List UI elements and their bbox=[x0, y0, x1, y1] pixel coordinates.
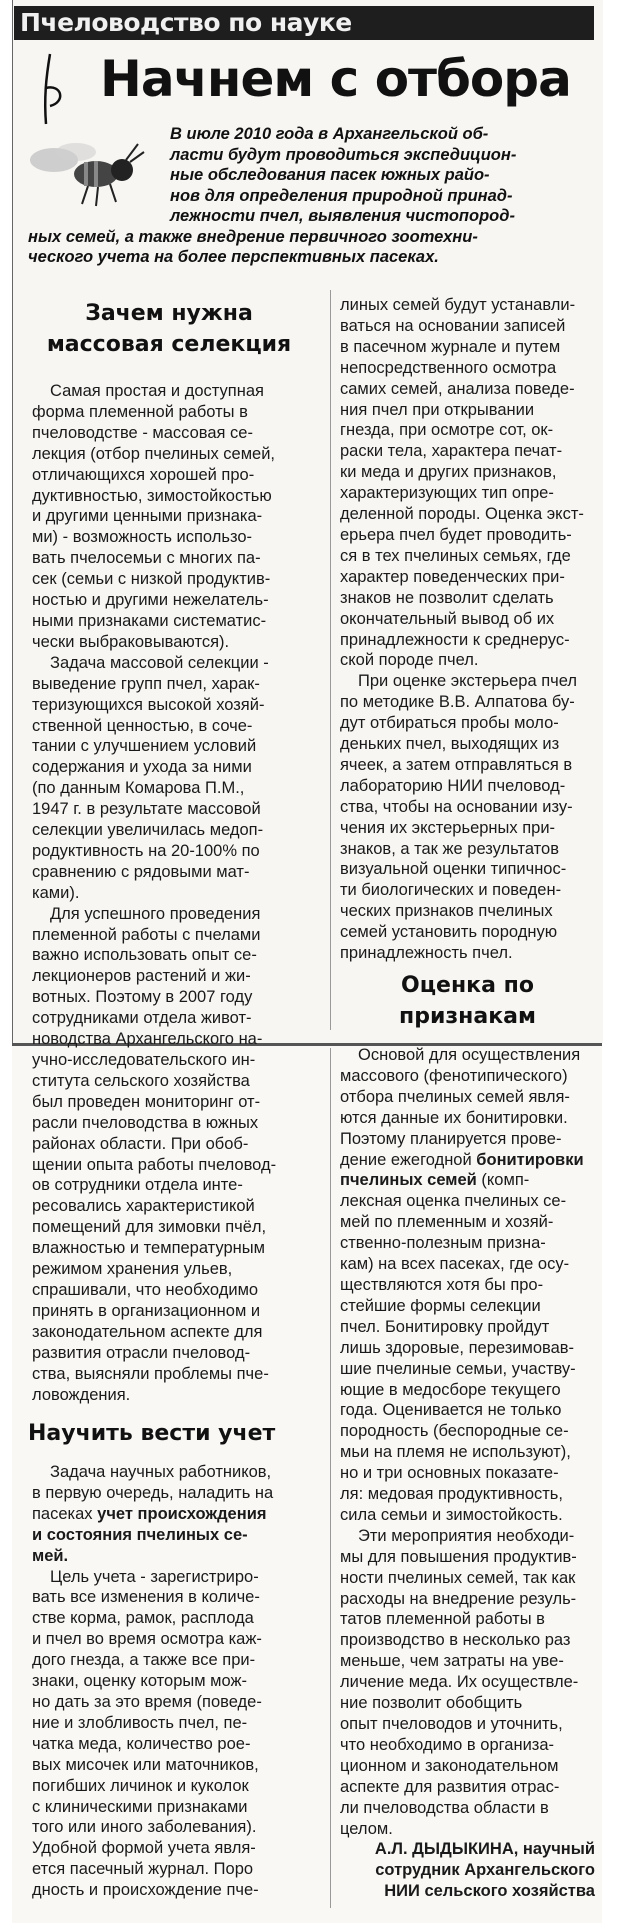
column-1-bottom: учно-исследовательского ин- ститута сельского хозяйства был проведен мониторинг от- расли пчеловодства в южных районах области. При обоб- щении опыта работы пчеловод- ов сотрудники отдела инте- ресовались характеристикой помещений для зимовки пчёл, влажностью и температурным режимом хранения ульев, спрашивали, что необходимо принять в организационном и законодательном аспекте для развития отрасли пчеловод- ства, выясняли проблемы пче- ловождения. bbox=[32, 1051, 277, 1404]
column-divider bbox=[330, 1048, 331, 1908]
section-heading-traits: Оценка по признакам bbox=[399, 973, 536, 1029]
bee-logo-icon bbox=[28, 48, 88, 128]
column-2-top: линых семей будут устанавли- ваться на основании записей в пасечном журнале и путем непосредственного осмотра самих семей, анализа поведе- ния пчел при открывании гнезда, при осмотре сот, ок- раски тела, характера печат- ки меда и других признаков, характеризующих тип опре- деленной породы. Оценка экст- ерьера пчел будет проводить- ся в тех пчелиных семьях, где характер поведенческих при- знаков не позволит сделать окончательный вывод об их принадлежности к среднерус- ской породе пчел. При оценке экстерьера пчел по методике В.В. Алпатова бу- дут отбираться пробы моло- деньких пчел, выходящих из ячеек, а затем отправляться в лабораторию НИИ пчеловод- ства, чтобы на основании изу- чения их экстерьерных при- знаков, а так же результатов визуальной оценки типичнос- ти биологических и поведен- ческих признаков пчелиных семей установить породную принадлежность пчел. bbox=[340, 296, 584, 963]
author-signature: А.Л. ДЫДЫКИНА, научный bbox=[374, 1840, 595, 1859]
page-title: Начнем с отбора bbox=[100, 50, 571, 108]
column-1-accounting: Задача научных работников, в первую очередь, наладить на пасеках учет происхождения и состояния пчелиных се- мей. Цель учета - зарегистриро- вать все изменения в количе- стве корма, рамок, расплода и пчел во время осмотра каж- дого гнезда, а также все при- знаки, оценку которым мож- но дать за это время (поведе- ние и злобливость пчел, пе- чатка меда, количество рое- вых мисочек или маточников, погибших личинок и куколок с клиническими признаками того или иного заболевания). Удобной формой учета явля- ется пасечный журнал. Поро дность и происхождение пче- bbox=[32, 1463, 274, 1900]
column-2-bottom: Основой для осуществления массового (фенотипического) отбора пчелиных семей явля- ются данные их бонитировки. Поэтому планируется прове- дение ежегодной бонитировки пчелиных семей (комп- лексная оценка пчелиных се- мей по племенным и хозяй- ственно-полезным призна- кам) на всех пасеках, где осу- ществляются хотя бы про- стейшие формы селекции пчел. Бонитировку пройдут лишь здоровые, перезимовав- шие пчелиные семьи, участву- ющие в медосборе текущего года. Оценивается не только породность (беспородные се- мьи на племя не используют), но и три основных показате- ля: медовая продуктивность, сила семьи и зимостойкость. Эти мероприятия необходи- мы для повышения продуктив- ности пчелиных семей, так как расходы на внедрение резуль- татов племенной работы в производство в несколько раз меньше, чем затраты на уве- личение меда. Их осуществле- ние позволит обобщить опыт пчеловодов и уточнить, что необходимо в организа- ционном и законодательном аспекте для развития отрас- ли пчеловодства области в целом. А.Л. ДЫДЫКИНА, научный сотрудник Архангельского НИИ сельского хозяйства bbox=[340, 1046, 595, 1901]
lead-paragraph: В июле 2010 года в Архангельской об- ласти будут проводиться экспедицион- ные обследования пасек южных райо- нов для определения природной принад- лежности пчел, выявления чистопород- ных семей, а также внедрение первичного зоотехни- ческого учета на более перспективных пасеках. bbox=[28, 125, 517, 266]
section-heading-accounting: Научить вести учет bbox=[28, 1421, 276, 1446]
section-heading-mass-selection: Зачем нужна массовая селекция bbox=[46, 301, 292, 357]
rubric-banner: Пчеловодство по науке bbox=[14, 6, 594, 40]
column-1-top: Самая простая и доступная форма племенной работы в пчеловодстве - массовая се- лекция (отбор пчелиных семей, отличающихся хорошей про- дуктивностью, зимостойкостью и другими ценными признака- ми) - возможность использо- вать пчелосемьи с многих па- сек (семьи с низкой продуктив- ностью и другими нежелатель- ными признаками систематис- чески выбраковываются). Задача массовой селекции - выведение групп пчел, харак- теризующихся высокой хозяй- ственной ценностью, в соче- тании с улучшением условий содержания и ухода за ними (по данным Комарова П.М., 1947 г. в результате массовой селекции увеличилась медоп- родуктивность на 20-100% по сравнению с рядовыми мат- ками). Для успешного проведения племенной работы с пчелами важно использовать опыт се- лекционеров растений и жи- вотных. Поэтому в 2007 году сотрудниками отдела живот- новодства Архангельского на- bbox=[32, 382, 276, 1049]
column-divider bbox=[330, 290, 331, 1030]
